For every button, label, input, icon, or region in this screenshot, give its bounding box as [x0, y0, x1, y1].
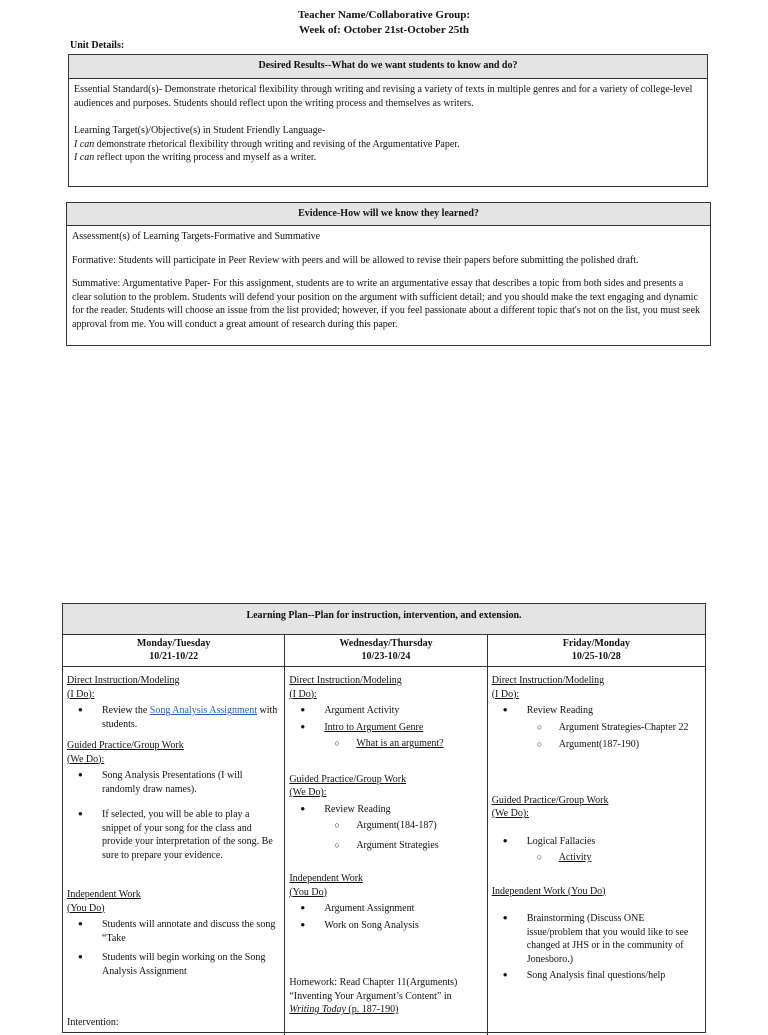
section-sub: (I Do): — [289, 688, 317, 700]
teacher-name-heading: Teacher Name/Collaborative Group: — [297, 9, 471, 21]
column-dates: 10/23-10/24 — [361, 650, 411, 662]
list-item — [102, 704, 280, 731]
homework — [289, 976, 482, 1017]
section-sub: (We Do): — [67, 753, 105, 765]
list-item: ● Song Analysis final questions/help — [527, 969, 701, 983]
column-header — [63, 635, 284, 667]
learning-plan-title: Learning Plan--Plan for instruction, intervention, and extension. — [63, 604, 705, 635]
plan-column-mon-tue — [63, 635, 284, 1035]
learning-target-1 — [74, 138, 702, 152]
book-title: Writing Today — [289, 1004, 346, 1015]
column-header — [488, 635, 705, 667]
i-can-2: I can — [74, 152, 95, 163]
plan-column-wed-thu — [284, 635, 486, 1035]
section-label: Guided Practice/Group Work — [67, 740, 184, 751]
unit-details-label: Unit Details: — [70, 40, 125, 51]
i-can-1: I can — [74, 138, 95, 150]
section-label: Direct Instruction/Modeling — [289, 675, 402, 686]
list-item: ● Students will annotate and discuss the song “Take — [102, 918, 280, 945]
section-label: Independent Work (You Do) — [491, 885, 606, 897]
list-item — [527, 835, 701, 865]
week-heading: Week of: October 21st-October 25th — [298, 24, 470, 36]
section-sub: (I Do): — [491, 688, 520, 700]
sub-list-item: ○ What is an argument? — [356, 737, 482, 751]
sub-list-item: ○ Argument(187-190) — [559, 738, 701, 752]
list-text: Logical Fallacies — [526, 835, 596, 847]
learning-plan-table — [62, 603, 706, 1033]
song-analysis-link[interactable]: Song Analysis Assignment — [149, 705, 258, 716]
list-item: ● If selected, you will be able to play a snippet of your song for the class and provide your interpretation of the song. Be sure to prepare your evidence. — [102, 808, 280, 862]
list-item: ● Students will begin working on the Song Analysis Assignment — [102, 951, 280, 978]
evidence-title: Evidence-How will we know they learned? — [67, 203, 710, 226]
list-text: with students. — [102, 705, 278, 730]
list-item: ● Work on Song Analysis — [324, 919, 482, 933]
list-item: ● Song Analysis Presentations (I will randomly draw names). — [102, 769, 280, 796]
list-text: Review Reading — [324, 803, 391, 815]
assessment-line: Assessment(s) of Learning Targets-Formative and Summative — [72, 231, 321, 242]
section-sub: (We Do): — [289, 787, 327, 798]
summative-text: Summative: Argumentative Paper- For this assignment, students are to write an argumentative essay that describes a topic from both sides and presents a clear solution to the problem. Students will defend your position on the argument with sufficient detail; and you should make the text engaging and dynamic for the reader. Students will choose an issue from the list provided; however, if you feel passionate about a different topic that's not on the list, you must seek approval from me. You will conduct a great amount of research during this paper. — [72, 278, 701, 330]
section-label: Independent Work — [289, 873, 364, 884]
learning-target-1-text: demonstrate rhetorical flexibility through writing and revising of the Argumentative Paper. — [94, 138, 460, 150]
column-header — [285, 635, 486, 667]
column-day: Wednesday/Thursday — [339, 638, 433, 649]
homework-line — [289, 1003, 482, 1017]
homework-line: “Inventing Your Argument’s Content” in — [289, 990, 452, 1002]
section-label: Independent Work — [67, 889, 141, 900]
list-item — [324, 803, 482, 853]
homework-line: Homework: Read Chapter 11(Arguments) — [289, 977, 458, 988]
list-text: Review the — [102, 705, 150, 716]
essential-standard: Essential Standard(s)- Demonstrate rhetorical flexibility through writing and revising a variety of texts in multiple genres and for a variety of college-level audiences and purposes. Students should reflect upon the writing process and themselves as writers. — [74, 84, 693, 109]
list-item: ● Brainstorming (Discuss ONE issue/problem that you would like to see changed at JHS or in the community of Jonesboro.) — [527, 912, 701, 966]
list-text: Review Reading — [526, 705, 594, 716]
desired-results-box — [68, 54, 708, 187]
list-item: ● Argument Assignment — [324, 902, 482, 916]
list-text: Intro to Argument Genre — [324, 721, 424, 733]
sub-list-item: ○ Argument Strategies — [356, 839, 482, 853]
section-label: Direct Instruction/Modeling — [67, 675, 180, 686]
section-label: Direct Instruction/Modeling — [491, 675, 605, 686]
section-sub: (You Do) — [289, 886, 327, 898]
section-sub: (I Do): — [67, 688, 95, 700]
section-label: Guided Practice/Group Work — [289, 773, 407, 785]
column-day: Friday/Monday — [562, 638, 630, 649]
column-dates: 10/21-10/22 — [149, 650, 199, 662]
list-item — [324, 721, 482, 751]
homework-pages: (p. 187-190) — [345, 1004, 399, 1015]
formative-text: Formative: Students will participate in Peer Review with peers and will be allowed to revise their papers before submitting the polished draft. — [72, 254, 639, 266]
learning-target-2 — [74, 151, 702, 165]
list-item — [527, 704, 701, 752]
section-label: Guided Practice/Group Work — [491, 794, 609, 806]
learning-target-heading: Learning Target(s)/Objective(s) in Student Friendly Language- — [74, 125, 326, 136]
column-dates: 10/25-10/28 — [571, 650, 621, 662]
desired-results-title: Desired Results--What do we want students to know and do? — [69, 55, 707, 79]
learning-target-2-text: reflect upon the writing process and myself as a writer. — [94, 152, 317, 163]
plan-column-fri-mon — [487, 635, 705, 1035]
list-item: ● Argument Activity — [324, 704, 482, 718]
sub-list-item: ○ Argument Strategies-Chapter 22 — [559, 721, 701, 735]
section-sub: (We Do): — [491, 808, 529, 819]
sub-list-item: ○ Activity — [559, 851, 701, 865]
section-sub: (You Do) — [67, 902, 105, 914]
column-day: Monday/Tuesday — [136, 638, 211, 649]
evidence-box — [66, 202, 711, 346]
intervention-label: Intervention: — [67, 1017, 119, 1028]
sub-list-item: ○ Argument(184-187) — [356, 819, 482, 833]
